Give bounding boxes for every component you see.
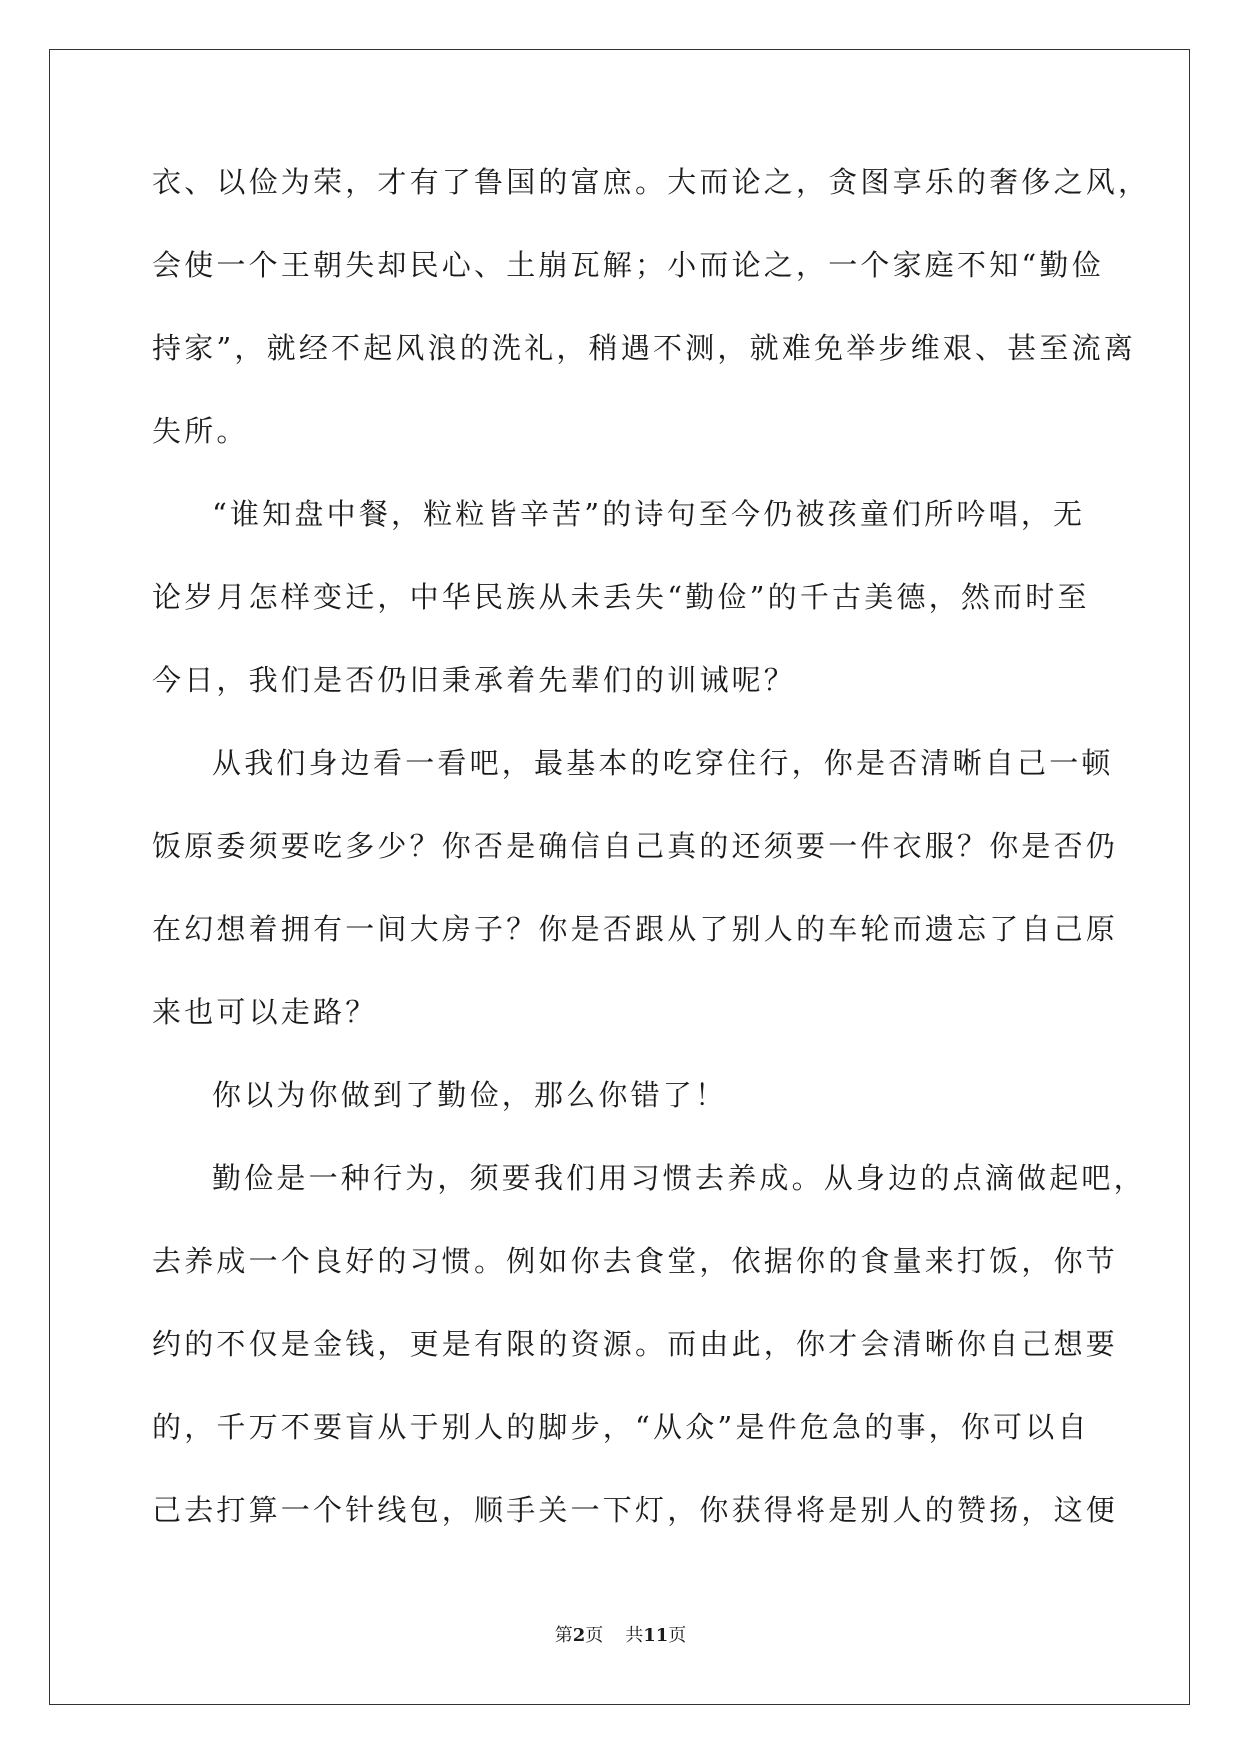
total-suffix: 页 [668,1625,687,1646]
text-line: 去养成一个良好的习惯。例如你去食堂，依据你的食量来打饭，你节 [152,1244,1119,1278]
paragraph-start-line: “谁知盘中餐，粒粒皆辛苦”的诗句至今仍被孩童们所吟唱，无 [212,497,1086,531]
text-line: 今日，我们是否仍旧秉承着先辈们的训诫呢？ [152,663,797,697]
text-line: 失所。 [152,414,249,448]
text-line: 的，千万不要盲从于别人的脚步，“从众”是件危急的事，你可以自 [152,1410,1090,1444]
text-line: 衣、以俭为荣，才有了鲁国的富庶。大而论之，贪图享乐的奢侈之风， [152,165,1151,199]
total-prefix: 共 [625,1625,644,1646]
page-footer [0,1624,1241,1648]
text-line: 饭原委须要吃多少？你否是确信自己真的还须要一件衣服？你是否仍 [152,829,1119,863]
page-prefix: 第 [554,1625,573,1646]
text-line: 论岁月怎样变迁，中华民族从未丢失“勤俭”的千古美德，然而时至 [152,580,1090,614]
text-line: 己去打算一个针线包，顺手关一下灯，你获得将是别人的赞扬，这便 [152,1493,1119,1527]
text-line: 约的不仅是金钱，更是有限的资源。而由此，你才会清晰你自己想要 [152,1327,1119,1361]
page-frame [49,49,1190,1705]
text-line: 持家”，就经不起风浪的洗礼，稍遇不测，就难免举步维艰、甚至流离 [152,331,1137,365]
page-total-number: 11 [643,1625,669,1646]
page-current-number: 2 [572,1625,586,1646]
paragraph-start-line: 你以为你做到了勤俭，那么你错了！ [212,1078,728,1112]
text-line: 在幻想着拥有一间大房子？你是否跟从了别人的车轮而遗忘了自己原 [152,912,1119,946]
paragraph-start-line: 勤俭是一种行为，须要我们用习惯去养成。从身边的点滴做起吧， [212,1161,1146,1195]
paragraph-start-line: 从我们身边看一看吧，最基本的吃穿住行，你是否清晰自己一顿 [212,746,1114,780]
text-line: 会使一个王朝失却民心、土崩瓦解；小而论之，一个家庭不知“勤俭 [152,248,1104,282]
page-suffix: 页 [585,1625,604,1646]
text-line: 来也可以走路？ [152,995,378,1029]
